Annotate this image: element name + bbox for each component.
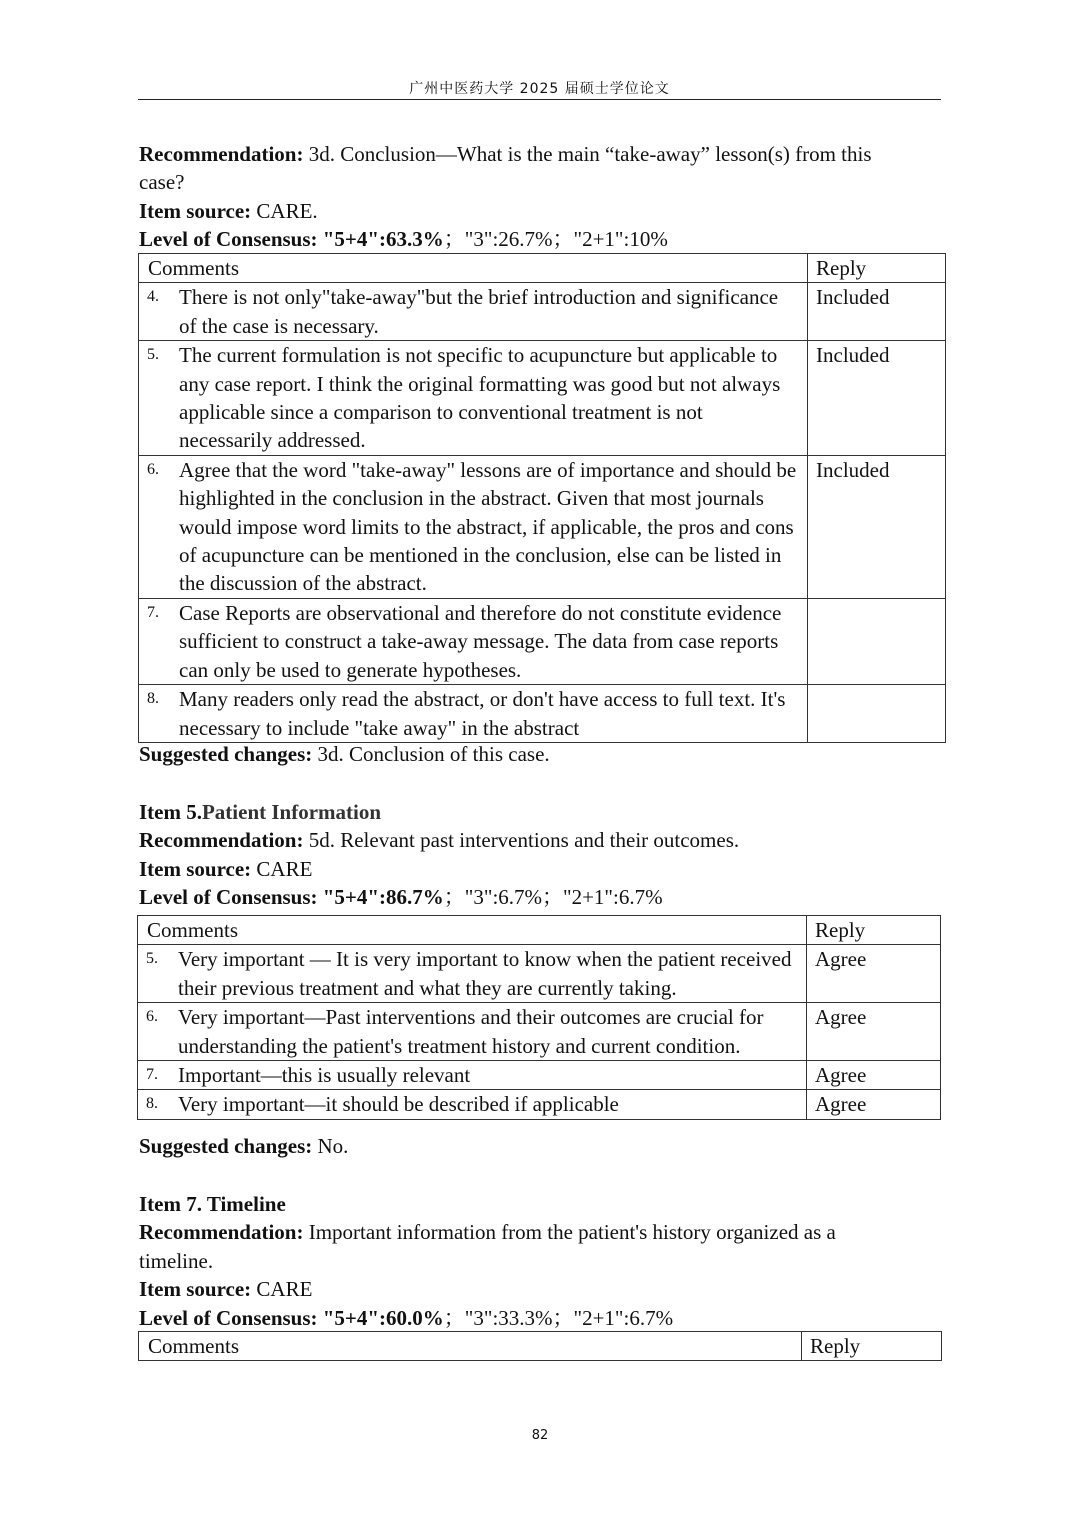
header-rule [138,99,941,100]
item-source [139,197,919,225]
table-header [138,916,941,945]
comments-table-1 [138,253,946,743]
value: CARE [251,1277,313,1302]
reply-cell: Included [808,341,946,456]
item-title [139,1190,899,1218]
row-number: 6. [146,1008,158,1026]
row-number: 8. [146,1095,158,1113]
value: 5d. Relevant past interventions and their outcomes. [303,828,740,853]
label: Item source: [139,198,252,223]
comment-cell [139,341,808,456]
value-bold: "5+4":60.0% [317,1305,444,1330]
comments-table-3 [138,1331,942,1361]
consensus [139,883,939,911]
label: Recommendation: [139,828,304,853]
recommendation [139,826,939,854]
value: No. [312,1134,349,1158]
table-row [139,455,946,598]
header-reply: Reply [807,916,941,945]
header-comments: Comments [138,916,807,945]
suggested-changes-2 [139,1132,348,1160]
row-number: 5. [146,950,158,968]
reply-cell: Agree [807,945,941,1003]
recommendation [139,1218,899,1275]
comment-cell [139,598,808,684]
label: Suggested changes: [139,1134,313,1158]
comment-cell [138,1003,807,1061]
label: Item source: [139,856,252,881]
label: Recommendation: [139,1220,304,1245]
row-number: 7. [146,1066,158,1084]
item-title [139,798,939,826]
comment-cell [138,945,807,1003]
table-row [138,1003,941,1061]
comment-text: Case Reports are observational and therefore do not constitute evidence sufficient to construct a take-away message. The data from case reports can only be used to generate hypotheses. [179,600,782,682]
label: Level of Consensus: [139,885,318,910]
comment-cell [139,685,808,743]
table-row [139,283,946,341]
label: Recommendation: [139,142,304,166]
recommendation [139,140,919,197]
comment-cell [138,1061,807,1090]
consensus [139,225,919,253]
header-comments: Comments [139,254,808,283]
comment-text: The current formulation is not specific to acupuncture but applicable to any case report. I think the original formatting was good but not always applicable since a comparison to conventional treatment is not necessarily addressed. [179,343,781,453]
table-row [139,685,946,743]
reply-cell [808,598,946,684]
label: Item source: [139,1277,252,1302]
header-reply: Reply [808,254,946,283]
comment-text: Very important—it should be described if applicable [178,1092,619,1117]
title-number: Item 5. [139,800,202,824]
reply-cell: Included [808,455,946,598]
header-reply: Reply [802,1332,942,1361]
item-source [139,855,939,883]
comment-cell [138,1090,807,1119]
comments-table-2 [137,915,941,1120]
header-comments: Comments [139,1332,802,1361]
reply-cell: Agree [807,1090,941,1119]
comment-cell [139,283,808,341]
label: Suggested changes: [139,742,313,766]
value: CARE. [251,198,318,223]
value: ；"3":33.3%；"2+1":6.7% [443,1305,674,1330]
table-header [139,254,946,283]
table-row [139,341,946,456]
comment-text: Many readers only read the abstract, or don't have access to full text. It's necessary to include "take away" in the abstract [179,687,786,740]
table-row [138,945,941,1003]
label: Level of Consensus: [139,1305,318,1330]
label: Level of Consensus: [139,227,318,252]
comment-text: Very important — It is very important to know when the patient received their previous treatment and what they are currently taking. [178,947,792,1000]
table-header [139,1332,942,1361]
row-number: 4. [147,288,159,306]
row-number: 7. [147,603,159,621]
section-item-5 [139,798,939,912]
reply-cell [808,685,946,743]
title-text: Patient Information [201,800,382,824]
value-bold: "5+4":86.7% [317,885,444,910]
suggested-changes-1 [139,740,550,768]
reply-cell: Agree [807,1003,941,1061]
row-number: 8. [147,690,159,708]
table-row [138,1061,941,1090]
row-number: 5. [147,346,159,364]
consensus [139,1304,899,1332]
table-row [139,598,946,684]
value: CARE [251,856,313,881]
row-number: 6. [147,460,159,478]
value: 3d. Conclusion of this case. [312,742,550,766]
comment-text: Agree that the word "take-away" lessons are of importance and should be highlighted in the conclusion in the abstract. Given that most journals would impose word limits to the abstract, if applicable, the pros and cons of acupuncture can be mentioned in the conclusion, else can be listed in the discussion of the abstract. [179,457,797,596]
value: ；"3":26.7%；"2+1":10% [443,227,668,252]
comment-text: Important—this is usually relevant [178,1063,471,1088]
reply-cell: Agree [807,1061,941,1090]
value-bold: "5+4":63.3% [317,227,444,252]
page-number: 82 [531,1428,549,1443]
item-source [139,1275,899,1303]
section-3d [139,140,919,254]
comment-text: There is not only"take-away"but the brief introduction and significance of the case is necessary. [179,285,779,338]
value: ；"3":6.7%；"2+1":6.7% [443,885,663,910]
value: 3d. Conclusion—What is the main “take-away” lesson(s) from this case? [139,142,872,195]
section-item-7 [139,1190,899,1332]
title: Item 7. Timeline [139,1192,286,1216]
reply-cell: Included [808,283,946,341]
table-row [138,1090,941,1119]
comment-cell [139,455,808,598]
value: Important information from the patient's history organized as a timeline. [139,1220,836,1273]
running-header: 广州中医药大学 2025 届硕士学位论文 [409,81,670,97]
comment-text: Very important—Past interventions and their outcomes are crucial for understanding the patient's treatment history and current condition. [178,1005,764,1058]
